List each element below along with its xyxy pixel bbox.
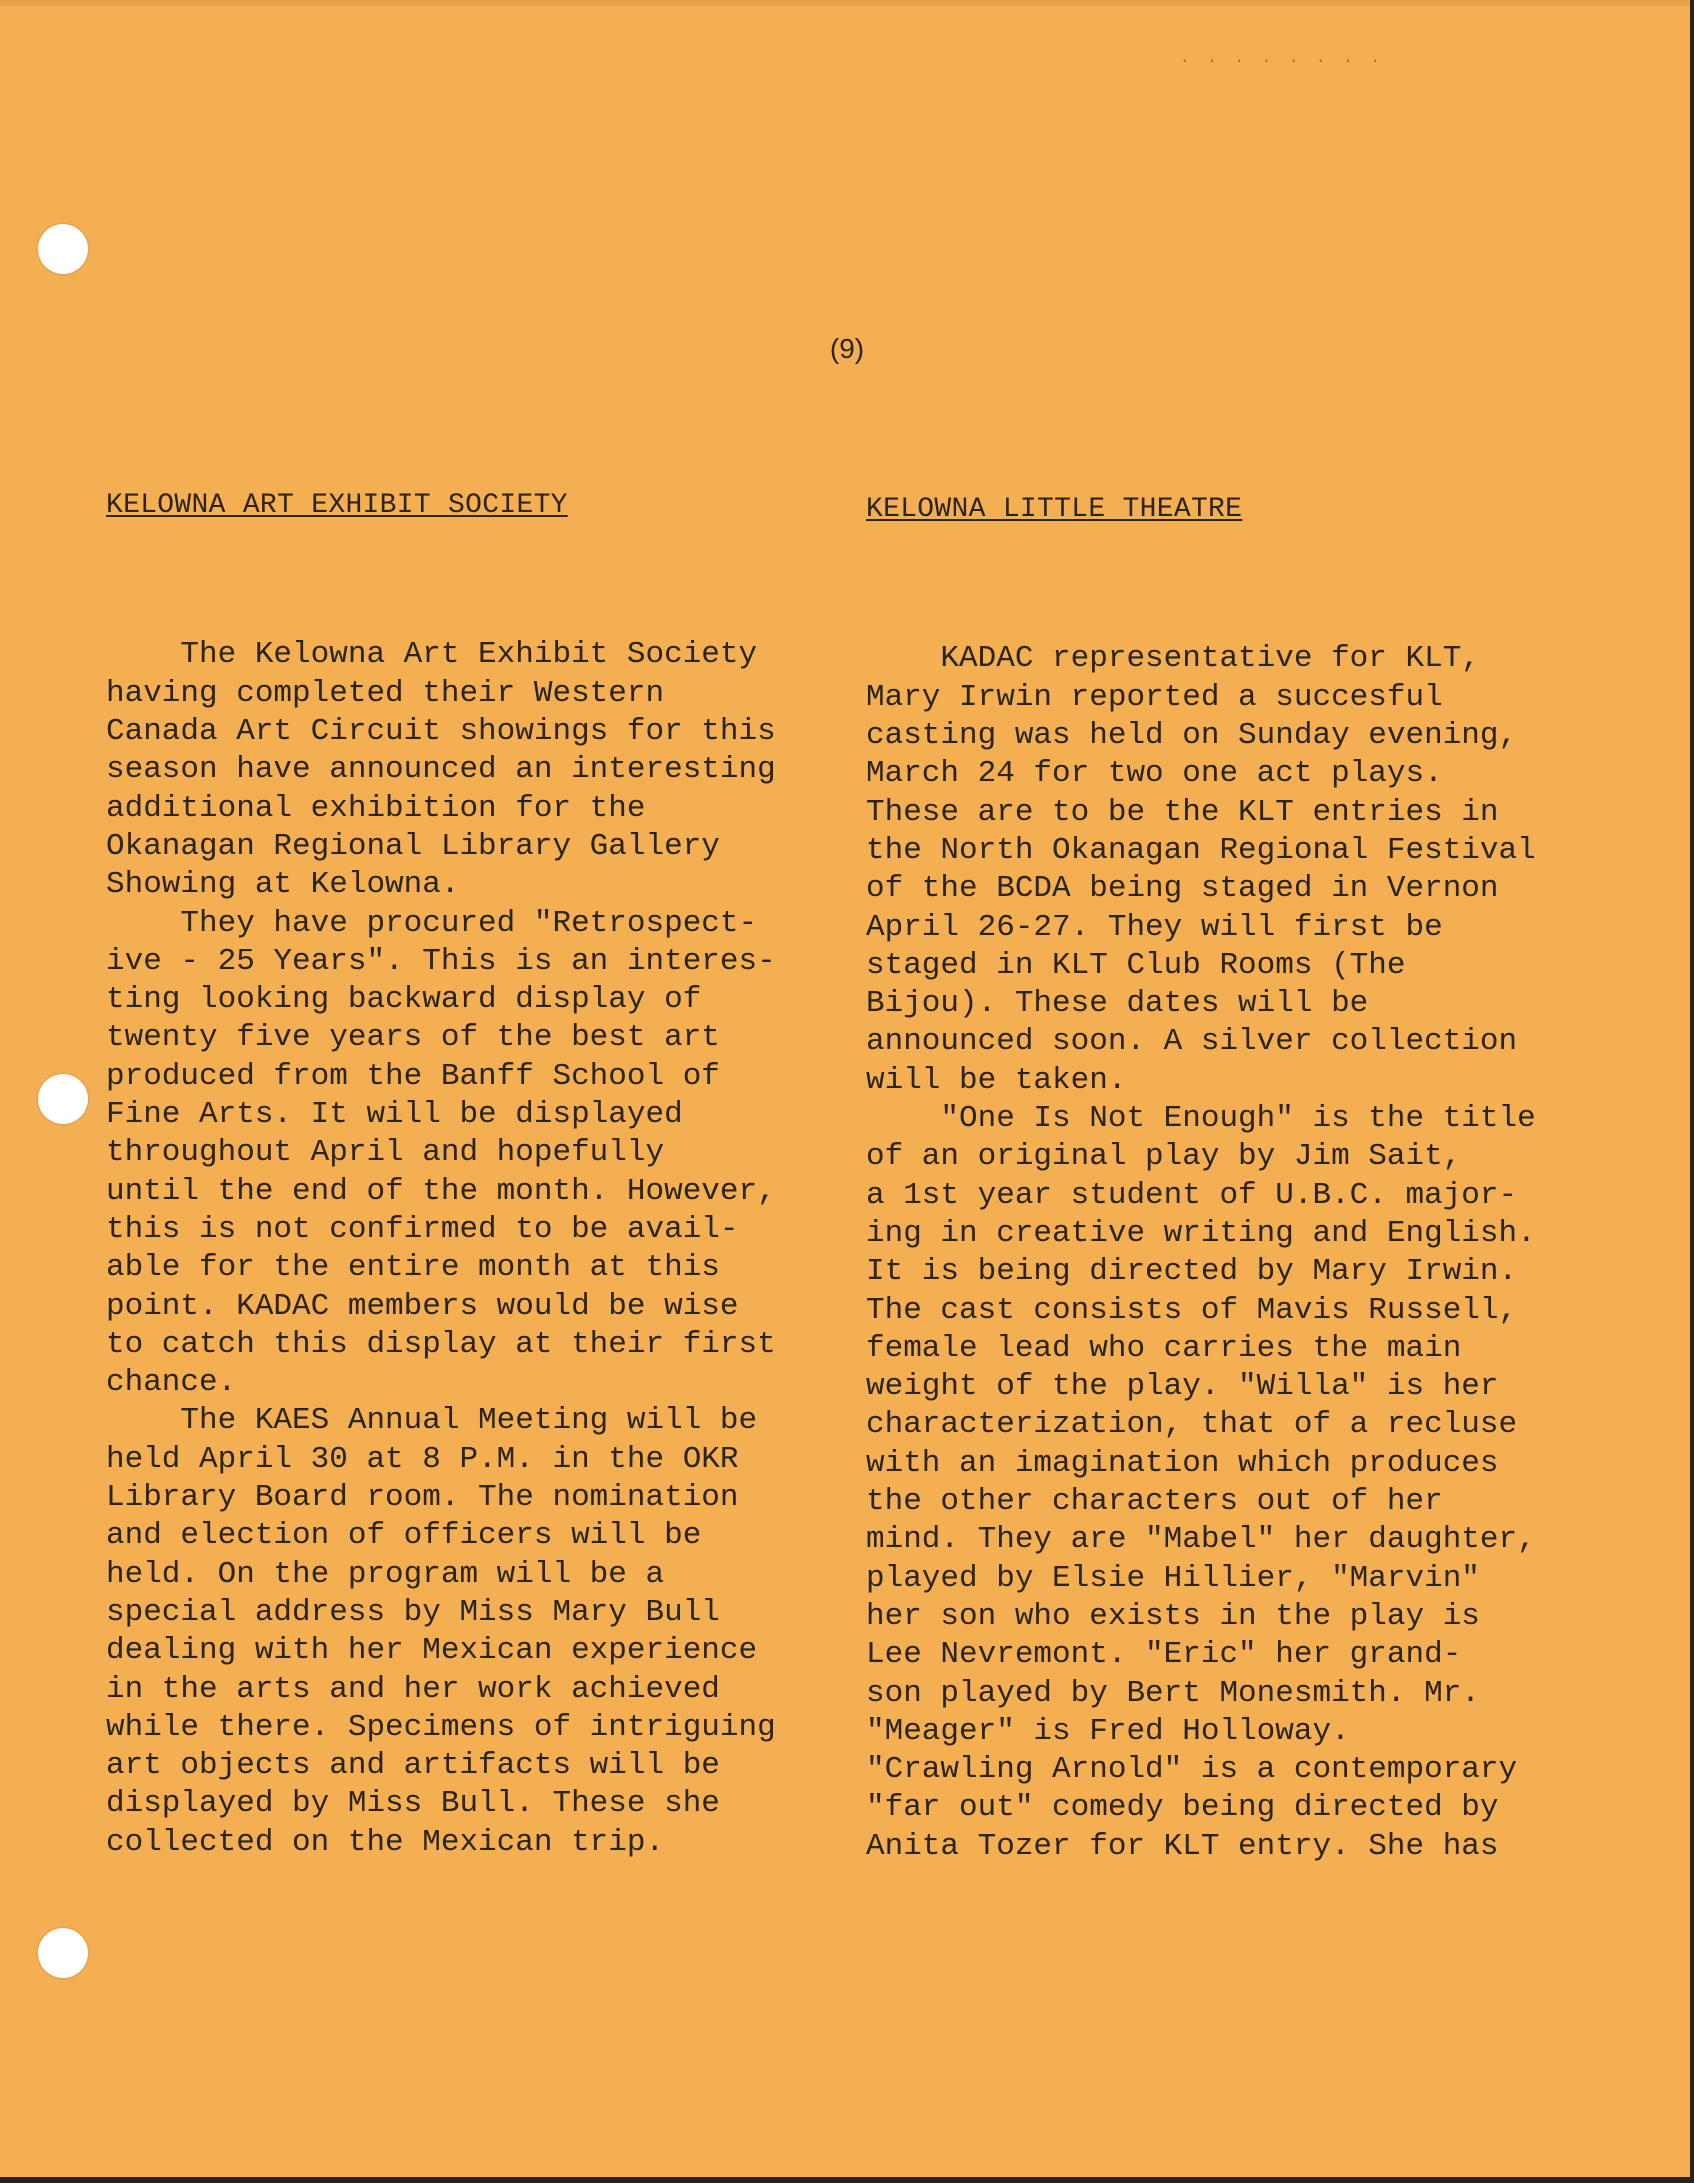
- text-line: staged in KLT Club Rooms (The: [866, 947, 1406, 983]
- page-top-edge: [0, 0, 1694, 6]
- text-line: the other characters out of her: [866, 1484, 1443, 1520]
- text-line: collected on the Mexican trip.: [106, 1824, 665, 1860]
- left-column-body: [106, 636, 776, 1862]
- text-line: of an original play by Jim Sait,: [866, 1139, 1462, 1175]
- text-line: until the end of the month. However,: [106, 1173, 776, 1209]
- page-right-edge: [1690, 0, 1694, 2183]
- text-line: and election of officers will be: [106, 1518, 702, 1554]
- punch-hole-middle: [38, 1074, 88, 1124]
- text-line: weight of the play. "Willa" is her: [866, 1369, 1499, 1405]
- text-line: in the arts and her work achieved: [106, 1671, 720, 1707]
- text-line: the North Okanagan Regional Festival: [866, 832, 1536, 868]
- text-line: The KAES Annual Meeting will be: [106, 1403, 758, 1439]
- text-line: Mary Irwin reported a succesful: [866, 679, 1443, 715]
- text-line: held April 30 at 8 P.M. in the OKR: [106, 1441, 739, 1477]
- page-bottom-edge: [0, 2177, 1694, 2183]
- text-line: additional exhibition for the: [106, 790, 646, 826]
- left-column: [106, 410, 776, 1939]
- text-line: to catch this display at their first: [106, 1326, 776, 1362]
- text-line: Library Board room. The nomination: [106, 1480, 739, 1516]
- section-heading-kelowna-art-exhibit-society: KELOWNA ART EXHIBIT SOCIETY: [106, 489, 568, 521]
- text-line: son played by Bert Monesmith. Mr.: [866, 1675, 1480, 1711]
- text-line: "One Is Not Enough" is the title: [866, 1101, 1536, 1137]
- text-line: Anita Tozer for KLT entry. She has: [866, 1828, 1499, 1864]
- text-line: having completed their Western: [106, 675, 665, 711]
- text-line: announced soon. A silver collection: [866, 1024, 1518, 1060]
- text-line: ing in creative writing and English.: [866, 1215, 1536, 1251]
- text-line: will be taken.: [866, 1062, 1127, 1098]
- text-line: April 26-27. They will first be: [866, 909, 1443, 945]
- text-line: a 1st year student of U.B.C. major-: [866, 1177, 1518, 1213]
- text-line: March 24 for two one act plays.: [866, 756, 1443, 792]
- text-line: this is not confirmed to be avail-: [106, 1211, 739, 1247]
- punch-hole-bottom: [38, 1928, 88, 1978]
- text-line: mind. They are "Mabel" her daughter,: [866, 1522, 1536, 1558]
- page-number: (9): [829, 333, 865, 364]
- text-line: They have procured "Retrospect-: [106, 905, 758, 941]
- text-line: ting looking backward display of: [106, 982, 702, 1018]
- text-line: special address by Miss Mary Bull: [106, 1594, 720, 1630]
- text-line: displayed by Miss Bull. These she: [106, 1786, 720, 1822]
- text-line: characterization, that of a recluse: [866, 1407, 1518, 1443]
- text-line: casting was held on Sunday evening,: [866, 718, 1518, 754]
- text-line: held. On the program will be a: [106, 1556, 665, 1592]
- paper-specks: · · · · · · · ·: [1180, 52, 1385, 70]
- text-line: played by Elsie Hillier, "Marvin": [866, 1560, 1480, 1596]
- text-line: produced from the Banff School of: [106, 1058, 720, 1094]
- text-line: The cast consists of Mavis Russell,: [866, 1292, 1518, 1328]
- text-line: while there. Specimens of intriguing: [106, 1709, 776, 1745]
- text-line: Bijou). These dates will be: [866, 986, 1369, 1022]
- text-line: "Meager" is Fred Holloway.: [866, 1713, 1350, 1749]
- text-line: point. KADAC members would be wise: [106, 1288, 739, 1324]
- right-column: [866, 414, 1536, 1943]
- text-line: ive - 25 Years". This is an interes-: [106, 943, 776, 979]
- text-line: able for the entire month at this: [106, 1250, 720, 1286]
- text-line: KADAC representative for KLT,: [866, 641, 1480, 677]
- text-line: Showing at Kelowna.: [106, 867, 460, 903]
- text-line: art objects and artifacts will be: [106, 1748, 720, 1784]
- text-line: her son who exists in the play is: [866, 1598, 1480, 1634]
- text-line: twenty five years of the best art: [106, 1020, 720, 1056]
- text-line: of the BCDA being staged in Vernon: [866, 871, 1499, 907]
- text-line: throughout April and hopefully: [106, 1135, 665, 1171]
- text-line: dealing with her Mexican experience: [106, 1633, 758, 1669]
- text-line: It is being directed by Mary Irwin.: [866, 1254, 1518, 1290]
- text-line: The Kelowna Art Exhibit Society: [106, 637, 758, 673]
- text-line: female lead who carries the main: [866, 1330, 1462, 1366]
- text-line: season have announced an interesting: [106, 752, 776, 788]
- text-line: "far out" comedy being directed by: [866, 1790, 1499, 1826]
- text-line: "Crawling Arnold" is a contemporary: [866, 1752, 1518, 1788]
- text-line: chance.: [106, 1365, 237, 1401]
- text-line: with an imagination which produces: [866, 1445, 1499, 1481]
- section-heading-kelowna-little-theatre: KELOWNA LITTLE THEATRE: [866, 493, 1243, 525]
- punch-hole-top: [38, 224, 88, 274]
- text-line: Lee Nevremont. "Eric" her grand-: [866, 1637, 1462, 1673]
- text-line: Fine Arts. It will be displayed: [106, 1097, 683, 1133]
- right-column-body: [866, 640, 1536, 1866]
- text-line: Canada Art Circuit showings for this: [106, 714, 776, 750]
- text-line: Okanagan Regional Library Gallery: [106, 828, 720, 864]
- text-line: These are to be the KLT entries in: [866, 794, 1499, 830]
